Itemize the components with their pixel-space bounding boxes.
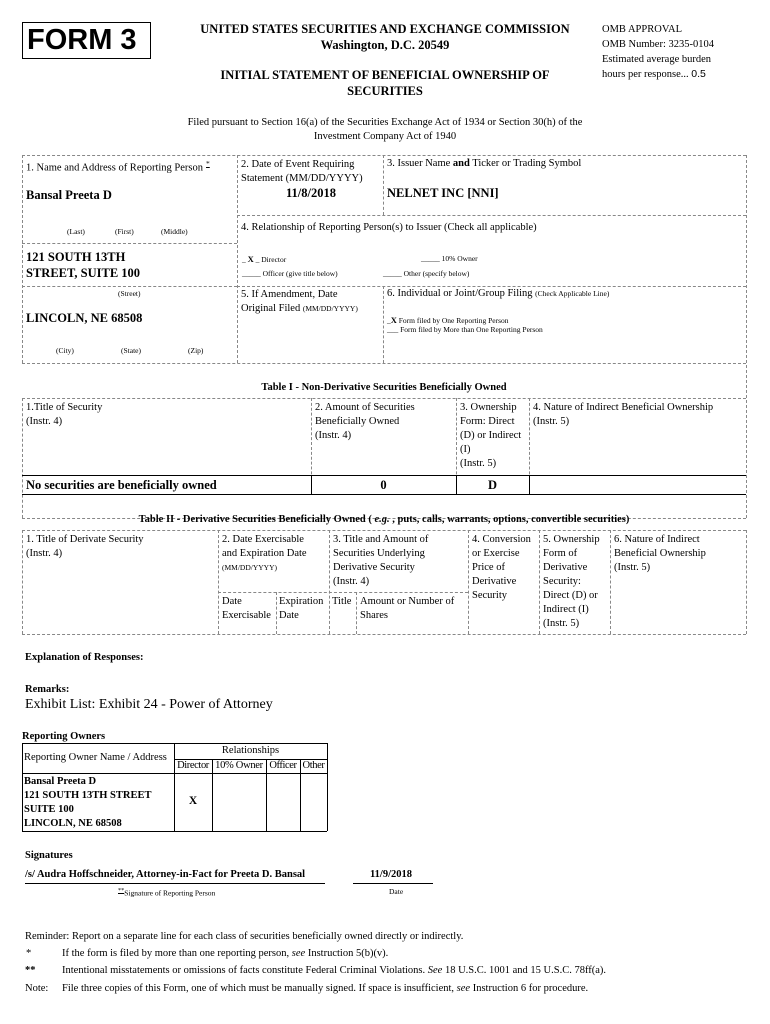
table2-col1-header bbox=[26, 533, 144, 561]
table1-col4-line2: (Instr. 5) bbox=[533, 416, 570, 427]
box3-label-pre: 3. Issuer Name bbox=[387, 158, 453, 169]
box5-label-line1: 5. If Amendment, Date bbox=[241, 289, 338, 300]
remarks-text: Exhibit List: Exhibit 24 - Power of Attorney bbox=[25, 697, 273, 712]
table1-row-title: No securities are beneficially owned bbox=[26, 478, 217, 492]
note3-see: see bbox=[456, 983, 471, 994]
zip-label: (Zip) bbox=[188, 346, 204, 355]
name-first-label: (First) bbox=[115, 227, 134, 236]
table2-col2-line1: 2. Date Exercisable bbox=[222, 534, 304, 545]
table1-col2-line2: Beneficially Owned bbox=[315, 416, 400, 427]
box5-label-line2-text: Original Filed bbox=[241, 303, 301, 314]
amount-sub-line2: Shares bbox=[360, 610, 388, 621]
signature-label-line bbox=[118, 887, 215, 898]
street-label: (Street) bbox=[118, 289, 141, 298]
omb-approval: OMB APPROVAL bbox=[602, 24, 683, 35]
director-label: _ Director bbox=[253, 255, 287, 264]
omb-hours-label: hours per response... bbox=[602, 69, 689, 80]
name-last-label: (Last) bbox=[67, 227, 85, 236]
signatures-heading: Signatures bbox=[25, 850, 73, 861]
box2-label-line2: Statement (MM/DD/YYYY) bbox=[241, 173, 363, 184]
table1-col3-line5: (Instr. 5) bbox=[460, 458, 497, 469]
table2-col1-line1: 1. Title of Derivate Security bbox=[26, 534, 144, 545]
city-label: (City) bbox=[56, 346, 74, 355]
table1-col1-header bbox=[26, 401, 102, 429]
explanation-heading: Explanation of Responses: bbox=[25, 652, 144, 663]
table2-title-pre: Table II - Derivative Securities Beneficially Owned ( bbox=[138, 514, 375, 525]
filed-pursuant-line1: Filed pursuant to Section 16(a) of the Securities Exchange Act of 1934 or Section 30(h) of the bbox=[187, 117, 583, 128]
box3-label bbox=[387, 158, 581, 169]
city-state-zip: LINCOLN, NE 68508 bbox=[26, 311, 143, 325]
date-label: Date bbox=[389, 887, 404, 896]
box5-label-line2 bbox=[241, 302, 358, 316]
owner-name: Bansal Preeta D bbox=[24, 776, 97, 787]
table1-col3-line2: Form: Direct bbox=[460, 416, 515, 427]
omb-approval-block bbox=[602, 22, 762, 82]
table2-col4-line5: Security bbox=[472, 590, 507, 601]
issuer-name: NELNET INC [NNI] bbox=[387, 186, 499, 200]
table2-title-eg: e.g. bbox=[374, 514, 390, 525]
box6-label: 6. Individual or Joint/Group Filing bbox=[387, 288, 533, 299]
owners-col-ten-pct: 10% Owner bbox=[215, 760, 263, 771]
table2-col4-line4: Derivative bbox=[472, 576, 517, 587]
table2-col3-line1: 3. Title and Amount of bbox=[333, 534, 429, 545]
street-line2: STREET, SUITE 100 bbox=[26, 266, 141, 280]
table2-col1-line2: (Instr. 4) bbox=[26, 548, 63, 559]
box1-label-line bbox=[26, 159, 210, 174]
agency-name: UNITED STATES SECURITIES AND EXCHANGE COMMISSION bbox=[200, 22, 570, 36]
table1-col3-line3: (D) or Indirect bbox=[460, 430, 522, 441]
table1-row-form: D bbox=[487, 478, 498, 492]
owners-heading: Reporting Owners bbox=[22, 731, 106, 742]
table2-col3-line3: Derivative Security bbox=[333, 562, 415, 573]
table2-col5-line3: Derivative bbox=[543, 562, 588, 573]
note3-pre: File three copies of this Form, one of which must be manually signed. If space is insufficient, bbox=[62, 983, 457, 994]
table2-col3-header bbox=[333, 533, 428, 589]
table1-col1-line2: (Instr. 4) bbox=[26, 416, 63, 427]
table2-col2-line2: and Expiration Date bbox=[222, 548, 307, 559]
owner-suite: SUITE 100 bbox=[24, 804, 74, 815]
signature-label: Signature of Reporting Person bbox=[124, 888, 216, 898]
table2-col4-header bbox=[472, 533, 531, 603]
table2-col5-header bbox=[543, 533, 600, 631]
box3-label-post: Ticker or Trading Symbol bbox=[469, 158, 582, 169]
table2-col2-header bbox=[222, 533, 307, 575]
owner-director-mark: X bbox=[188, 795, 198, 807]
form-title-line2: SECURITIES bbox=[347, 84, 423, 98]
table1-col2-line1: 2. Amount of Securities bbox=[315, 402, 415, 413]
owner-address bbox=[24, 775, 152, 831]
box5-label bbox=[241, 288, 358, 316]
table1-col4-header bbox=[533, 401, 713, 429]
box1-label-mark: * bbox=[206, 159, 210, 168]
agency-city: Washington, D.C. 20549 bbox=[320, 38, 450, 52]
table2-col2-small: (MM/DD/YYYY) bbox=[222, 563, 277, 572]
omb-burden: Estimated average burden bbox=[602, 54, 712, 65]
note3-post: Instruction 6 for procedure. bbox=[470, 983, 589, 994]
note3-text bbox=[62, 983, 588, 994]
note1-post: Instruction 5(b)(v). bbox=[305, 948, 389, 959]
form-title-line1: INITIAL STATEMENT OF BENEFICIAL OWNERSHIP OF bbox=[220, 68, 550, 82]
table2-col5-line2: Form of bbox=[543, 548, 578, 559]
more-persons-checkbox: ___ Form filed by More than One Reporting Person bbox=[387, 325, 543, 334]
note1-text bbox=[62, 948, 388, 959]
table2-col3-line2: Securities Underlying bbox=[333, 548, 425, 559]
note1-pre: If the form is filed by more than one reporting person, bbox=[62, 948, 292, 959]
box2-label bbox=[241, 158, 363, 186]
director-mark: X bbox=[247, 254, 254, 264]
box4-label: 4. Relationship of Reporting Person(s) to Issuer (Check all applicable) bbox=[241, 222, 537, 233]
owners-relationships: Relationships bbox=[221, 745, 280, 756]
owner-street: 121 SOUTH 13TH STREET bbox=[24, 790, 152, 801]
table1-col3-header bbox=[460, 401, 521, 471]
remarks-heading: Remarks: bbox=[25, 684, 70, 695]
note1-star: * bbox=[26, 948, 32, 959]
table2-col6-line2: Beneficial Ownership bbox=[614, 548, 706, 559]
table2-col5-line7: (Instr. 5) bbox=[543, 618, 580, 629]
officer-checkbox: _____ Officer (give title below) bbox=[242, 269, 338, 278]
table2-col6-header bbox=[614, 533, 706, 575]
box6-label-small: (Check Applicable Line) bbox=[535, 289, 610, 298]
box3-label-and: and bbox=[452, 158, 470, 169]
state-label: (State) bbox=[121, 346, 141, 355]
note3-label: Note: bbox=[25, 983, 49, 994]
table1-col2-header bbox=[315, 401, 415, 443]
note2-star: ** bbox=[25, 965, 36, 976]
omb-number: OMB Number: 3235-0104 bbox=[602, 39, 714, 50]
table2-col5-line4: Security: bbox=[543, 576, 581, 587]
director-pre: _ bbox=[242, 255, 248, 264]
table1-col3-line1: 3. Ownership bbox=[460, 402, 517, 413]
expiration-line2: Date bbox=[279, 610, 299, 621]
table2-col6-line3: (Instr. 5) bbox=[614, 562, 651, 573]
director-checkbox bbox=[242, 254, 286, 264]
table2-col4-line3: Price of bbox=[472, 562, 505, 573]
amount-sub-line1: Amount or Number of bbox=[360, 596, 455, 607]
filed-pursuant-line2: Investment Company Act of 1940 bbox=[313, 131, 457, 142]
name-middle-label: (Middle) bbox=[161, 227, 188, 236]
note1-see: see bbox=[291, 948, 306, 959]
date-exercisable-line2: Exercisable bbox=[222, 610, 271, 621]
omb-hours-line bbox=[602, 67, 762, 82]
table2-col5-line5: Direct (D) or bbox=[543, 590, 598, 601]
signature-date: 11/9/2018 bbox=[370, 869, 413, 880]
reporting-person-name: Bansal Preeta D bbox=[26, 188, 112, 202]
table2-col3-line4: (Instr. 4) bbox=[333, 576, 370, 587]
box2-label-line1: 2. Date of Event Requiring bbox=[241, 159, 355, 170]
note2-see: See bbox=[427, 965, 443, 976]
other-checkbox: _____ Other (specify below) bbox=[383, 269, 470, 278]
table2-col6-line1: 6. Nature of Indirect bbox=[614, 534, 700, 545]
table2-title bbox=[22, 514, 746, 525]
table1-col4-line1: 4. Nature of Indirect Beneficial Ownership bbox=[533, 402, 714, 413]
owners-col-officer: Officer bbox=[269, 760, 297, 771]
omb-hours-value: 0.5 bbox=[691, 68, 706, 80]
event-date: 11/8/2018 bbox=[285, 186, 336, 200]
table2-col5-line1: 5. Ownership bbox=[543, 534, 600, 545]
owner-city: LINCOLN, NE 68508 bbox=[24, 818, 122, 829]
owners-col-director: Director bbox=[177, 760, 209, 771]
table2-expiration bbox=[279, 595, 323, 623]
table2-col4-line1: 4. Conversion bbox=[472, 534, 531, 545]
table1-row-amount: 0 bbox=[380, 478, 387, 492]
note2-text bbox=[62, 965, 606, 976]
box1-label: 1. Name and Address of Reporting Person bbox=[26, 162, 204, 174]
signature-mark: ** bbox=[118, 887, 125, 894]
form-label: FORM 3 bbox=[27, 24, 137, 56]
table2-amount-sub bbox=[360, 595, 454, 623]
street-line1: 121 SOUTH 13TH bbox=[26, 250, 126, 264]
expiration-line1: Expiration bbox=[279, 596, 324, 607]
note2-post: 18 U.S.C. 1001 and 15 U.S.C. 78ff(a). bbox=[442, 965, 607, 976]
note2-pre: Intentional misstatements or omissions of facts constitute Federal Criminal Violations. bbox=[62, 965, 428, 976]
reminder: Reminder: Report on a separate line for each class of securities beneficially owned directly or indirectly. bbox=[25, 931, 464, 942]
owners-col-other: Other bbox=[302, 760, 325, 771]
table2-title-post: , puts, calls, warrants, options, convertible securities) bbox=[389, 514, 630, 525]
box5-label-line3: (MM/DD/YYYY) bbox=[302, 304, 358, 313]
table1-title: Table I - Non-Derivative Securities Beneficially Owned bbox=[261, 382, 507, 393]
one-person-mark: X bbox=[390, 315, 397, 325]
owners-col-name: Reporting Owner Name / Address bbox=[24, 752, 167, 763]
ten-pct-owner-checkbox: _____ 10% Owner bbox=[421, 254, 478, 263]
box6-label-line bbox=[387, 288, 609, 299]
table1-col1-line1: 1.Title of Security bbox=[26, 402, 103, 413]
date-exercisable-line1: Date bbox=[222, 596, 242, 607]
table2-title-sub: Title bbox=[332, 596, 352, 607]
table2-col4-line2: or Exercise bbox=[472, 548, 520, 559]
one-person-checkbox bbox=[387, 315, 509, 325]
table1-col3-line4: (I) bbox=[460, 444, 471, 455]
form-label-box bbox=[22, 22, 151, 59]
signer-name: /s/ Audra Hoffschneider, Attorney-in-Fact for Preeta D. Bansal bbox=[25, 869, 306, 880]
one-person-label: Form filed by One Reporting Person bbox=[396, 316, 509, 325]
table2-col5-line6: Indirect (I) bbox=[543, 604, 589, 615]
one-person-pre: _ bbox=[387, 316, 391, 325]
table1-col2-line3: (Instr. 4) bbox=[315, 430, 352, 441]
table2-date-exercisable bbox=[222, 595, 271, 623]
